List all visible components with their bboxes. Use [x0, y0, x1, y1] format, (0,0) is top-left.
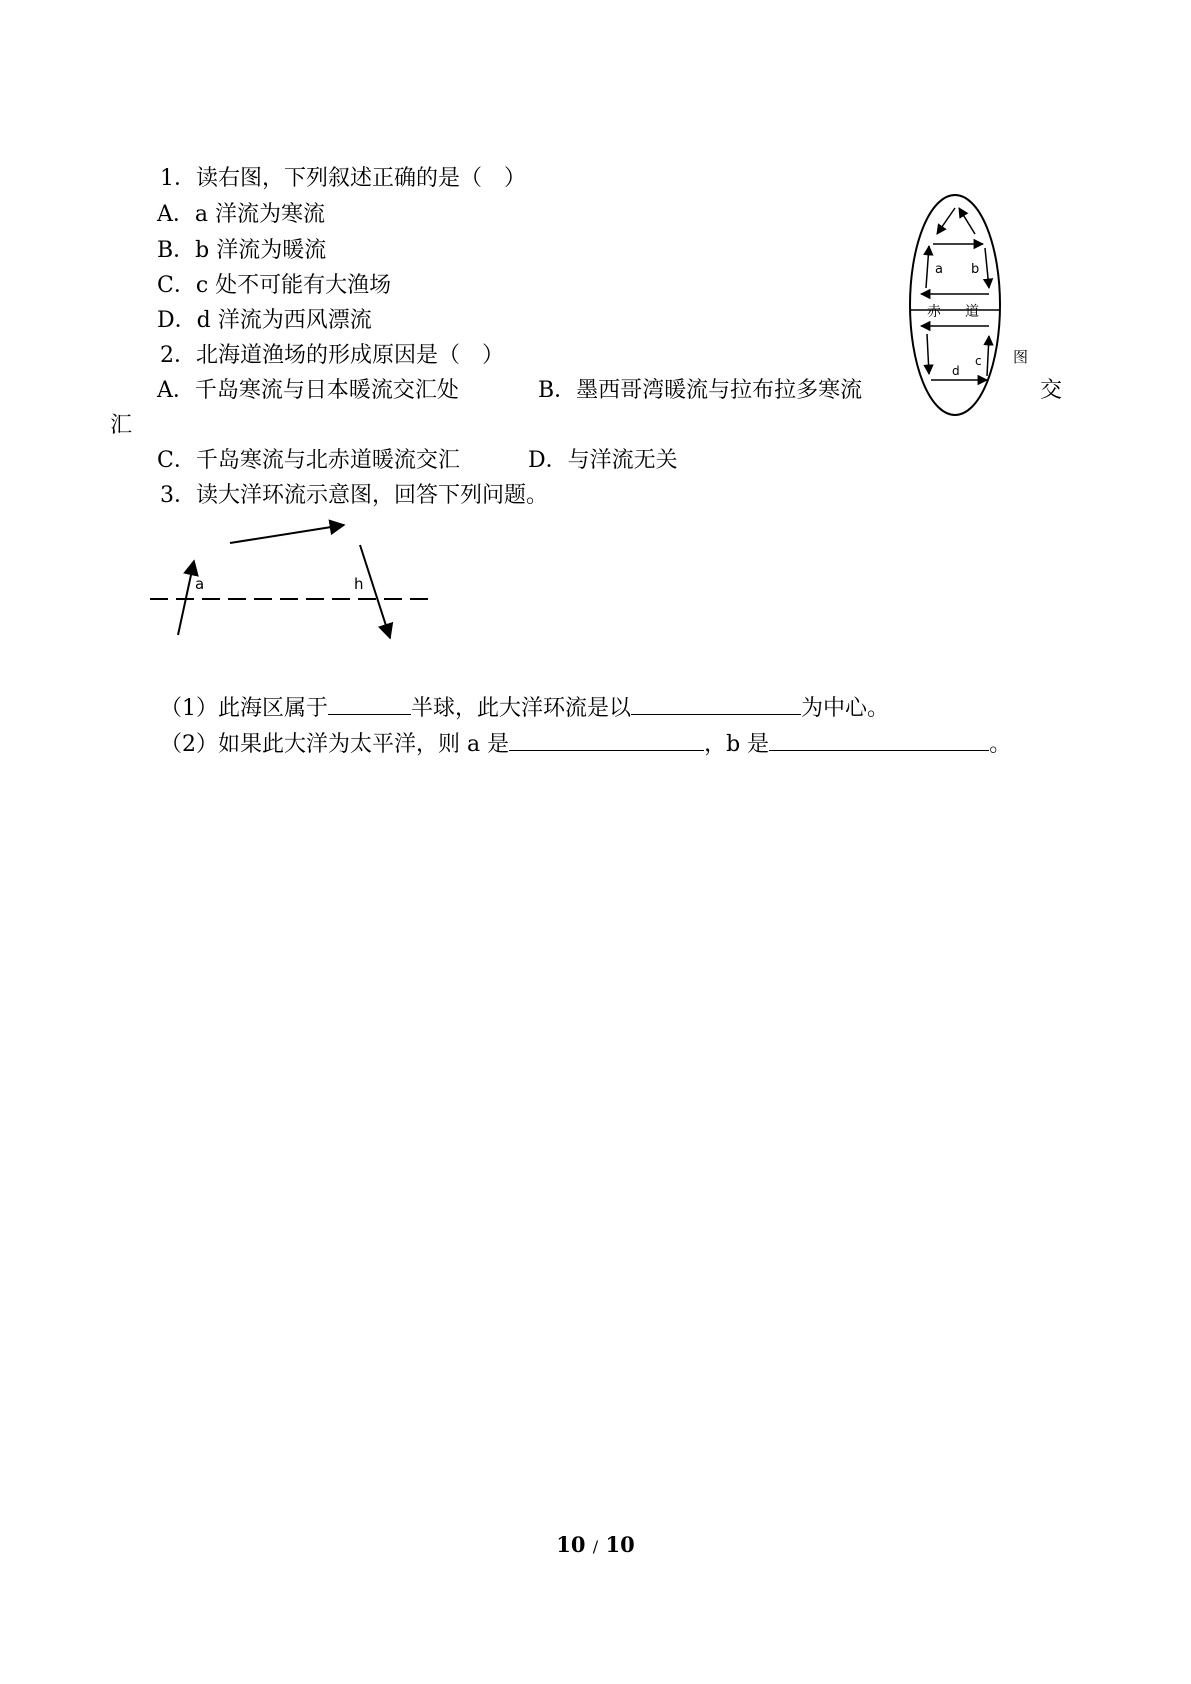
current-arrow-a [926, 246, 929, 288]
current-arrow-c [987, 336, 989, 376]
q2-stem: 2．北海道渔场的形成原因是（ ） [160, 343, 504, 368]
q3-sub2-part3: 。 [989, 732, 1012, 757]
q1-option-c: C．c 处不可能有大渔场 [157, 273, 392, 298]
figure1-caption: 图 [1013, 348, 1029, 366]
figure1-label-c: c [975, 354, 982, 368]
q3-sub1-part1: （1）此海区属于 [160, 696, 328, 721]
q2-option-b-wrap: 汇 [110, 413, 133, 438]
figure1-equator-right: 道 [965, 304, 979, 320]
ocean-current-ellipse-figure [905, 190, 1045, 420]
q1-option-a: A．a 洋流为寒流 [157, 202, 325, 227]
current-arrow [927, 334, 929, 374]
answer-blank-a[interactable] [509, 728, 704, 751]
current-arrow [959, 208, 975, 234]
q3-stem: 3．读大洋环流示意图，回答下列问题。 [160, 483, 548, 508]
current-arrow-b [360, 545, 390, 638]
q3-sub2-part1: （2）如果此大洋为太平洋，则 a 是 [160, 732, 510, 757]
q2-option-a: A．千岛寒流与日本暖流交汇处 [157, 378, 459, 403]
current-arrow-top [230, 525, 344, 543]
q3-sub2-part2: ，b 是 [704, 732, 770, 757]
figure1-label-b: b [971, 262, 980, 277]
page-current: 10 [556, 1532, 586, 1557]
q2-option-c: C．千岛寒流与北赤道暖流交汇 [157, 448, 460, 473]
current-arrow-b [985, 248, 989, 288]
page-number [0, 1531, 1191, 1561]
q2-option-b: B．墨西哥湾暖流与拉布拉多寒流 [538, 378, 863, 403]
answer-blank-center[interactable] [631, 692, 801, 715]
answer-blank-b[interactable] [769, 728, 989, 751]
figure1-label-a: a [935, 262, 943, 277]
current-arrow [937, 208, 955, 234]
q3-sub2 [160, 728, 1011, 760]
figure1-label-d: d [952, 364, 960, 378]
q3-sub1-part3: 为中心。 [801, 696, 890, 721]
q2-option-b-tail: 交 [1040, 378, 1063, 403]
ellipse-outline [910, 195, 1000, 415]
answer-blank-hemisphere[interactable] [328, 692, 411, 715]
page-separator: / [592, 1537, 599, 1556]
page-total: 10 [605, 1532, 635, 1557]
q2-option-d: D．与洋流无关 [528, 448, 678, 473]
q1-option-d: D．d 洋流为西风漂流 [157, 308, 372, 333]
q3-sub1-part2: 半球，此大洋环流是以 [411, 696, 632, 721]
q3-sub1 [160, 692, 889, 724]
figure1-equator-left: 赤 [927, 304, 941, 320]
q1-option-b: B．b 洋流为暖流 [157, 238, 327, 263]
ocean-circulation-figure [150, 515, 440, 640]
figure2-label-a: a [195, 575, 205, 593]
q1-stem: 1．读右图，下列叙述正确的是（ ） [160, 166, 526, 191]
figure2-label-b: h [354, 575, 364, 593]
